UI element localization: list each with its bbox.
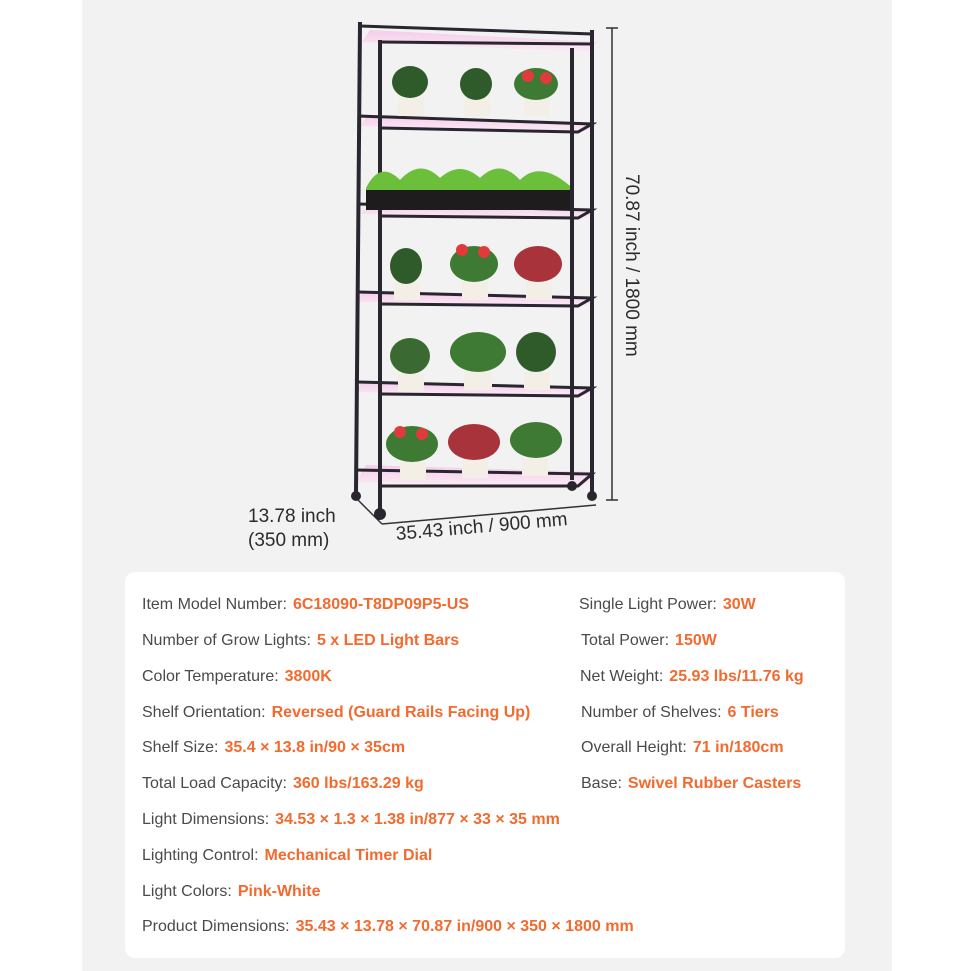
spec-product-dimensions xyxy=(142,918,634,936)
spec-value: 5 x LED Light Bars xyxy=(316,632,460,649)
spec-label: Overall Height: xyxy=(581,739,687,756)
spec-net-weight xyxy=(580,668,804,686)
spec-label: Light Dimensions: xyxy=(142,811,270,828)
spec-label: Number of Shelves: xyxy=(581,704,722,721)
spec-shelf-orientation xyxy=(142,704,530,722)
spec-label: Base: xyxy=(581,775,622,792)
spec-number-of-shelves xyxy=(581,704,779,722)
spec-value: 35.43 × 13.78 × 70.87 in/900 × 350 × 1800 mm xyxy=(295,918,634,935)
spec-label: Color Temperature: xyxy=(142,668,279,685)
spec-value: Pink-White xyxy=(237,883,321,900)
spec-number-of-grow-lights xyxy=(142,632,459,650)
specifications-card xyxy=(125,572,845,958)
spec-value: Reversed (Guard Rails Facing Up) xyxy=(271,704,531,721)
spec-value: 25.93 lbs/11.76 kg xyxy=(669,668,804,685)
spec-label: Single Light Power: xyxy=(579,596,717,613)
spec-label: Lighting Control: xyxy=(142,847,259,864)
spec-value: 71 in/180cm xyxy=(692,739,784,756)
width-dimension-label: 35.43 inch / 900 mm xyxy=(395,509,569,545)
spec-light-dimensions xyxy=(142,811,560,829)
spec-total-load-capacity xyxy=(142,775,424,793)
spec-label: Item Model Number: xyxy=(142,596,287,613)
depth-dimension-mm: (350 mm) xyxy=(248,530,330,551)
spec-value: 360 lbs/163.29 kg xyxy=(292,775,424,792)
spec-value: 35.4 × 13.8 in/90 × 35cm xyxy=(224,739,406,756)
spec-label: Shelf Size: xyxy=(142,739,219,756)
spec-overall-height xyxy=(581,739,784,757)
spec-label: Light Colors: xyxy=(142,883,232,900)
spec-value: 34.53 × 1.3 × 1.38 in/877 × 33 × 35 mm xyxy=(275,811,560,828)
spec-value: 3800K xyxy=(284,668,332,685)
spec-value: 30W xyxy=(722,596,756,613)
spec-label: Number of Grow Lights: xyxy=(142,632,311,649)
spec-single-light-power xyxy=(579,596,756,614)
spec-value: 6 Tiers xyxy=(727,704,779,721)
spec-label: Net Weight: xyxy=(580,668,664,685)
spec-label: Total Load Capacity: xyxy=(142,775,287,792)
seedling-tray xyxy=(366,168,570,210)
spec-value: Mechanical Timer Dial xyxy=(264,847,433,864)
height-dimension-label: 70.87 inch / 1800 mm xyxy=(621,174,642,357)
spec-label: Shelf Orientation: xyxy=(142,704,266,721)
spec-label: Total Power: xyxy=(581,632,670,649)
depth-dimension-inch: 13.78 inch xyxy=(248,506,336,527)
spec-total-power xyxy=(581,632,717,650)
spec-value: Swivel Rubber Casters xyxy=(627,775,802,792)
spec-label: Product Dimensions: xyxy=(142,918,290,935)
depth-dimension-label xyxy=(248,505,336,553)
spec-value: 150W xyxy=(675,632,717,649)
spec-lighting-control xyxy=(142,847,432,865)
spec-base xyxy=(581,775,801,793)
spec-shelf-size xyxy=(142,739,405,757)
spec-color-temperature xyxy=(142,668,332,686)
height-dimension-line xyxy=(606,28,618,500)
spec-light-colors xyxy=(142,883,321,901)
spec-value: 6C18090-T8DP09P5-US xyxy=(292,596,470,613)
spec-item-model-number xyxy=(142,596,469,614)
